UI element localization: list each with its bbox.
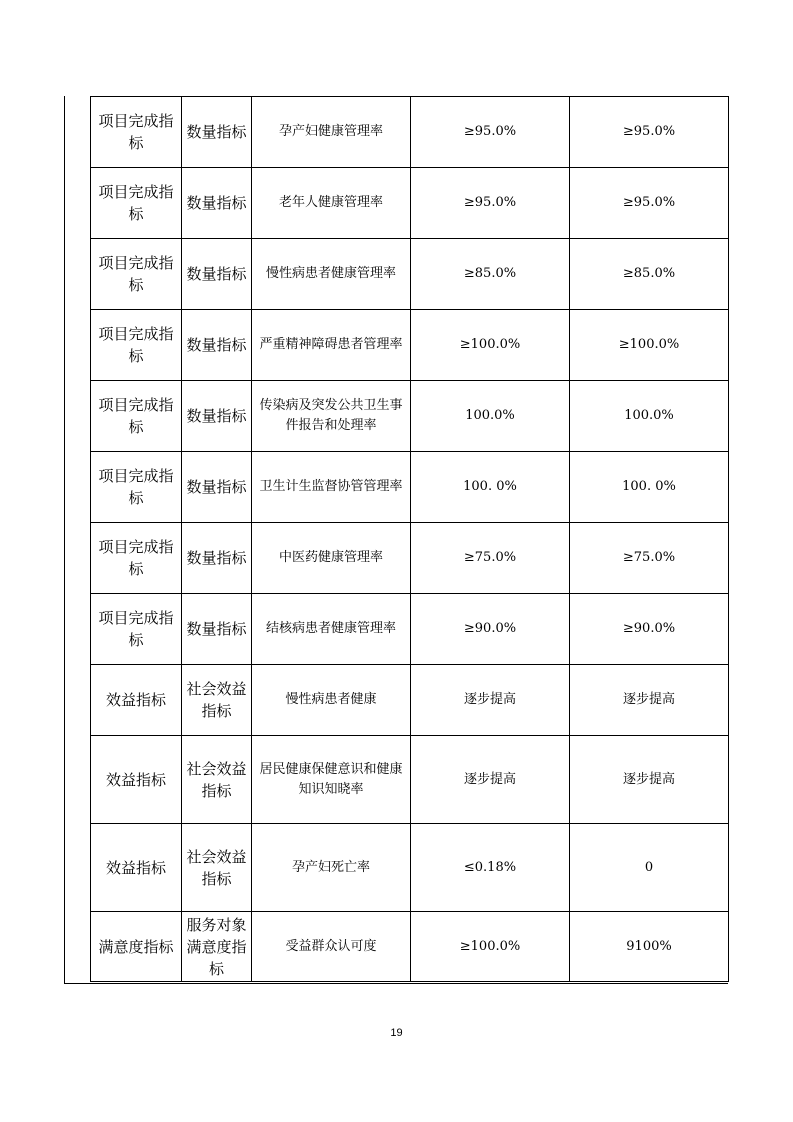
table-row	[91, 594, 729, 665]
primary-indicator-cell: 项目完成指标	[91, 381, 182, 452]
table-row	[91, 523, 729, 594]
secondary-indicator-cell: 数量指标	[182, 97, 252, 168]
tertiary-indicator-cell: 老年人健康管理率	[252, 168, 411, 239]
table-row	[91, 310, 729, 381]
target-value-cell: ≤0.18%	[411, 824, 570, 912]
target-value-cell: 逐步提高	[411, 736, 570, 824]
secondary-indicator-cell: 社会效益指标	[182, 824, 252, 912]
table-row	[91, 168, 729, 239]
actual-value-cell: ≥90.0%	[570, 594, 729, 665]
outer-frame-bottom-border	[64, 983, 728, 984]
primary-indicator-cell: 项目完成指标	[91, 594, 182, 665]
tertiary-indicator-cell: 慢性病患者健康管理率	[252, 239, 411, 310]
target-value-cell: ≥75.0%	[411, 523, 570, 594]
secondary-indicator-cell: 数量指标	[182, 452, 252, 523]
page-number: 19	[390, 1027, 403, 1039]
performance-indicator-table	[90, 96, 729, 982]
table-row	[91, 452, 729, 523]
primary-indicator-cell: 项目完成指标	[91, 97, 182, 168]
actual-value-cell: ≥95.0%	[570, 97, 729, 168]
target-value-cell: ≥100.0%	[411, 912, 570, 982]
primary-indicator-cell: 项目完成指标	[91, 168, 182, 239]
secondary-indicator-cell: 数量指标	[182, 594, 252, 665]
secondary-indicator-cell: 数量指标	[182, 239, 252, 310]
target-value-cell: ≥90.0%	[411, 594, 570, 665]
primary-indicator-cell: 满意度指标	[91, 912, 182, 982]
secondary-indicator-cell: 数量指标	[182, 168, 252, 239]
target-value-cell: ≥95.0%	[411, 168, 570, 239]
actual-value-cell: 9100%	[570, 912, 729, 982]
tertiary-indicator-cell: 慢性病患者健康	[252, 665, 411, 736]
target-value-cell: 100.0%	[411, 381, 570, 452]
target-value-cell: ≥100.0%	[411, 310, 570, 381]
tertiary-indicator-cell: 受益群众认可度	[252, 912, 411, 982]
actual-value-cell: 逐步提高	[570, 665, 729, 736]
tertiary-indicator-cell: 卫生计生监督协管管理率	[252, 452, 411, 523]
actual-value-cell: 0	[570, 824, 729, 912]
table-row	[91, 824, 729, 912]
table-row	[91, 239, 729, 310]
target-value-cell: ≥85.0%	[411, 239, 570, 310]
target-value-cell: 100. 0%	[411, 452, 570, 523]
actual-value-cell: ≥100.0%	[570, 310, 729, 381]
table-row	[91, 912, 729, 982]
tertiary-indicator-cell: 严重精神障碍患者管理率	[252, 310, 411, 381]
tertiary-indicator-cell: 中医药健康管理率	[252, 523, 411, 594]
tertiary-indicator-cell: 孕产妇死亡率	[252, 824, 411, 912]
secondary-indicator-cell: 数量指标	[182, 523, 252, 594]
actual-value-cell: ≥95.0%	[570, 168, 729, 239]
tertiary-indicator-cell: 孕产妇健康管理率	[252, 97, 411, 168]
outer-frame-left-border	[64, 96, 65, 984]
primary-indicator-cell: 效益指标	[91, 824, 182, 912]
actual-value-cell: 逐步提高	[570, 736, 729, 824]
target-value-cell: 逐步提高	[411, 665, 570, 736]
table-row	[91, 97, 729, 168]
primary-indicator-cell: 效益指标	[91, 736, 182, 824]
secondary-indicator-cell: 服务对象满意度指标	[182, 912, 252, 982]
table-row	[91, 736, 729, 824]
secondary-indicator-cell: 社会效益指标	[182, 736, 252, 824]
secondary-indicator-cell: 数量指标	[182, 310, 252, 381]
secondary-indicator-cell: 数量指标	[182, 381, 252, 452]
primary-indicator-cell: 效益指标	[91, 665, 182, 736]
primary-indicator-cell: 项目完成指标	[91, 452, 182, 523]
actual-value-cell: ≥75.0%	[570, 523, 729, 594]
primary-indicator-cell: 项目完成指标	[91, 523, 182, 594]
tertiary-indicator-cell: 传染病及突发公共卫生事件报告和处理率	[252, 381, 411, 452]
actual-value-cell: ≥85.0%	[570, 239, 729, 310]
primary-indicator-cell: 项目完成指标	[91, 310, 182, 381]
tertiary-indicator-cell: 居民健康保健意识和健康知识知晓率	[252, 736, 411, 824]
actual-value-cell: 100.0%	[570, 381, 729, 452]
target-value-cell: ≥95.0%	[411, 97, 570, 168]
table-row	[91, 665, 729, 736]
tertiary-indicator-cell: 结核病患者健康管理率	[252, 594, 411, 665]
primary-indicator-cell: 项目完成指标	[91, 239, 182, 310]
secondary-indicator-cell: 社会效益指标	[182, 665, 252, 736]
table-row	[91, 381, 729, 452]
actual-value-cell: 100. 0%	[570, 452, 729, 523]
